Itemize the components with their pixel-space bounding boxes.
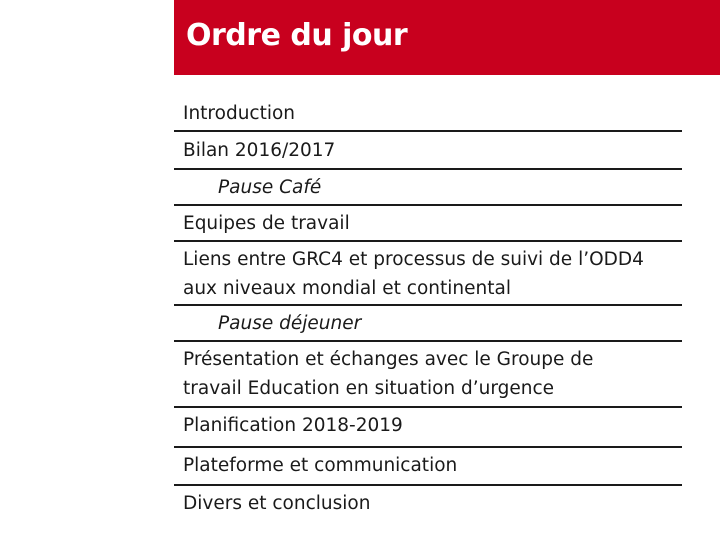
page-title: Ordre du jour xyxy=(186,18,408,53)
agenda-divider xyxy=(174,130,682,132)
agenda-item-label: Liens entre GRC4 et processus de suivi de l’ODD4 xyxy=(183,249,644,270)
agenda-item-divers xyxy=(174,490,682,520)
agenda-item-label: Plateforme et communication xyxy=(183,455,458,476)
agenda-divider xyxy=(174,204,682,206)
agenda-item-label-line2: travail Education en situation d’urgence xyxy=(183,378,555,399)
agenda-divider xyxy=(174,240,682,242)
agenda-item-label: Pause Café xyxy=(218,177,322,198)
agenda-item-presentation xyxy=(174,346,682,406)
agenda-item-label: Introduction xyxy=(183,103,296,124)
agenda-item-label: Pause déjeuner xyxy=(218,313,362,334)
agenda-item-label: Planification 2018-2019 xyxy=(183,415,403,436)
agenda-divider xyxy=(174,484,682,486)
agenda-item-label: Divers et conclusion xyxy=(183,493,371,514)
agenda-divider xyxy=(174,168,682,170)
agenda-item-liens-grc4 xyxy=(174,246,682,306)
agenda-item-planification xyxy=(174,412,682,442)
agenda-item-label: Présentation et échanges avec le Groupe de xyxy=(183,349,594,370)
agenda-divider xyxy=(174,446,682,448)
agenda-divider xyxy=(174,340,682,342)
title-banner xyxy=(174,0,720,75)
agenda-item-equipes xyxy=(174,210,682,240)
agenda-item-pause-dejeuner xyxy=(174,310,682,340)
agenda-divider xyxy=(174,304,682,306)
agenda-item-label: Equipes de travail xyxy=(183,213,350,234)
agenda-item-label-line2: aux niveaux mondial et continental xyxy=(183,278,511,299)
agenda-item-introduction xyxy=(174,100,682,130)
agenda-item-bilan xyxy=(174,137,682,167)
agenda-item-pause-cafe xyxy=(174,174,682,204)
agenda-item-plateforme xyxy=(174,452,682,482)
agenda-divider xyxy=(174,406,682,408)
agenda-item-label: Bilan 2016/2017 xyxy=(183,140,336,161)
